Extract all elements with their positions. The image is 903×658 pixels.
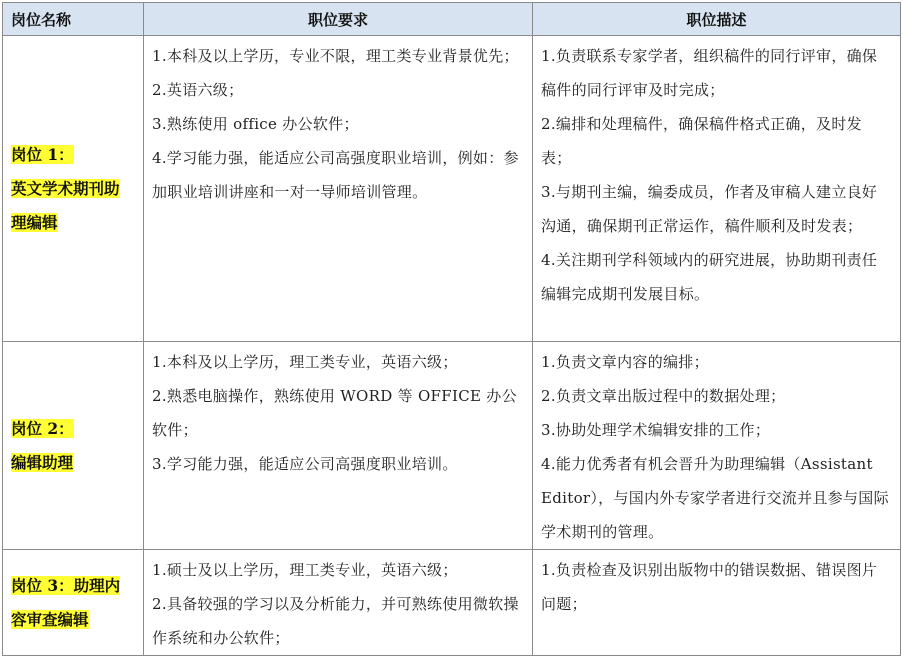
- description-item: 1.负责联系专家学者，组织稿件的同行评审，确保稿件的同行评审及时完成；: [541, 47, 878, 99]
- header-requirements: 职位要求: [144, 3, 533, 36]
- requirement-item: 3.熟练使用 office 办公软件；: [152, 115, 359, 133]
- header-row: [3, 3, 901, 36]
- requirements-cell: [144, 36, 533, 342]
- description-item: 3.协助处理学术编辑安排的工作；: [541, 421, 771, 439]
- header-description: 职位描述: [533, 3, 901, 36]
- table-row: [3, 342, 901, 550]
- requirement-item: 4.学习能力强，能适应公司高强度职业培训，例如：参加职业培训讲座和一对一导师培训管理。: [152, 149, 519, 201]
- position-title: [11, 138, 139, 240]
- position-title: [11, 569, 139, 637]
- position-title-line: 岗位 2：: [11, 418, 74, 438]
- position-title-line: 岗位 1：: [11, 144, 74, 164]
- requirement-item: 2.英语六级；: [152, 81, 244, 99]
- position-cell: [3, 342, 144, 550]
- position-title-line: 容审查编辑: [11, 609, 89, 629]
- description-cell: [533, 550, 901, 656]
- job-table: [2, 2, 901, 656]
- description-item: 4.关注期刊学科领域内的研究进展，协助期刊责任编辑完成期刊发展目标。: [541, 251, 878, 303]
- table-row: [3, 36, 901, 342]
- requirements-cell: [144, 342, 533, 550]
- position-cell: [3, 550, 144, 656]
- requirement-item: 1.硕士及以上学历，理工类专业，英语六级；: [152, 561, 458, 579]
- requirement-item: 3.学习能力强，能适应公司高强度职业培训。: [152, 455, 458, 473]
- position-title-line: 编辑助理: [11, 452, 74, 472]
- requirement-item: 1.本科及以上学历，专业不限，理工类专业背景优先；: [152, 47, 519, 65]
- description-item: 2.编排和处理稿件，确保稿件格式正确，及时发表；: [541, 115, 862, 167]
- requirement-item: 2.熟悉电脑操作，熟练使用 WORD 等 OFFICE 办公软件；: [152, 387, 517, 439]
- table-row: [3, 550, 901, 656]
- position-title-line: 理编辑: [11, 212, 58, 232]
- requirement-item: 1.本科及以上学历，理工类专业，英语六级；: [152, 353, 458, 371]
- position-title-line: 岗位 3：助理内: [11, 575, 121, 595]
- requirements-cell: [144, 550, 533, 656]
- requirement-item: 2.具备较强的学习以及分析能力，并可熟练使用微软操作系统和办公软件；: [152, 595, 519, 647]
- position-cell: [3, 36, 144, 342]
- description-item: 4.能力优秀者有机会晋升为助理编辑（Assistant Editor），与国内外专家学者进行交流并且参与国际学术期刊的管理。: [541, 455, 889, 541]
- description-item: 1.负责文章内容的编排；: [541, 353, 709, 371]
- description-item: 1.负责检查及识别出版物中的错误数据、错误图片问题；: [541, 561, 878, 613]
- description-item: 3.与期刊主编，编委成员，作者及审稿人建立良好沟通，确保期刊正常运作，稿件顺利及时发表；: [541, 183, 878, 235]
- description-cell: [533, 342, 901, 550]
- description-item: 2.负责文章出版过程中的数据处理；: [541, 387, 786, 405]
- header-position: 岗位名称: [3, 3, 144, 36]
- description-cell: [533, 36, 901, 342]
- position-title-line: 英文学术期刊助: [11, 178, 120, 198]
- position-title: [11, 412, 139, 480]
